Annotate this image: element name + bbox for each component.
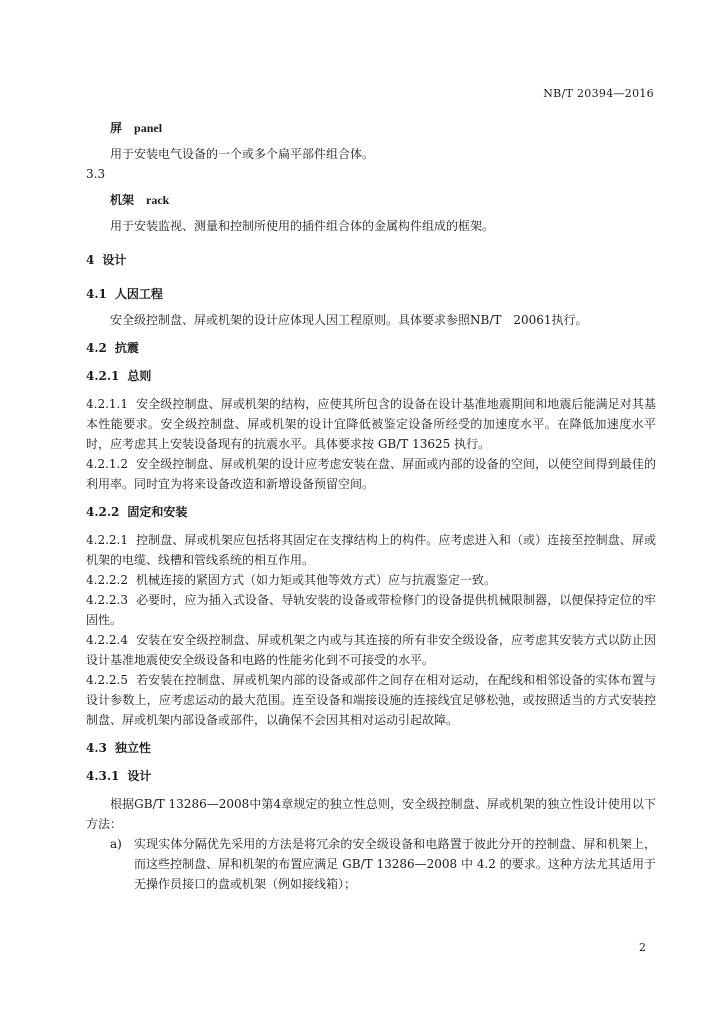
numbered-paragraph: 4.2.2.1 控制盘、屏或机架应包括将其固定在支撑结构上的构件。应考虑进入和（或）连接至控制盘、屏或机架的电缆、线槽和管线系统的相互作用。 [86,533,656,567]
section-heading-4-3-1: 4.3.1 设计 [86,769,152,783]
term-rack [86,190,656,210]
clause-number: 3.3 [86,167,106,181]
section-heading-4-2-1: 4.2.1 总则 [86,369,152,383]
section-heading-4: 4 设计 [86,253,127,267]
section-heading-4-2-2: 4.2.2 固定和安装 [86,505,188,519]
term-definition: 用于安装电气设备的一个或多个扁平部件组合体。 [110,147,375,161]
list-item [86,834,656,894]
term-definition: 用于安装监视、测量和控制所使用的插件组合体的金属构件组成的框架。 [110,219,495,233]
paragraph: 安全级控制盘、屏或机架的设计应体现人因工程原则。具体要求参照NB/T 20061执行。 [110,313,588,327]
term-en: rack [146,193,170,207]
numbered-paragraph: 4.2.2.3 必要时，应为插入式设备、导轨安装的设备或带检修门的设备提供机械限制器，以便保持定位的牢固性。 [86,593,656,627]
term-en: panel [134,121,163,135]
list-item-text: 实现实体分隔优先采用的方法是将冗余的安全级设备和电路置于彼此分开的控制盘、屏和机架上，而这些控制盘、屏和机架的布置应满足 GB/T 13286—2008 中 4.2 的要求。这种方法尤其适用于无操作员接口的盘或机架（例如接线箱）； [134,837,656,891]
term-panel [86,118,656,138]
section-heading-4-3: 4.3 独立性 [86,741,151,755]
page-number: 2 [639,941,646,954]
section-heading-4-2: 4.2 抗震 [86,341,139,355]
numbered-paragraph: 4.2.2.5 若安装在控制盘、屏或机架内部的设备或部件之间存在相对运动，在配线和相邻设备的实体布置与设计参数上，应考虑运动的最大范围。连至设备和端接设施的连接线宜足够松弛，或按照适当的方式安装控制盘、屏或机架内部设备或部件，以确保不会因其相对运动引起故障。 [86,673,656,727]
numbered-paragraph: 4.2.2.4 安装在安全级控制盘、屏或机架之内或与其连接的所有非安全级设备，应考虑其安装方式以防止因设计基准地震使安全级设备和电路的性能劣化到不可接受的水平。 [86,633,656,667]
document-body [86,118,656,894]
section-heading-4-1: 4.1 人因工程 [86,287,163,301]
page-header-standard-id: NB/T 20394—2016 [543,87,654,100]
paragraph: 根据GB/T 13286—2008中第4章规定的独立性总则，安全级控制盘、屏或机架的独立性设计使用以下方法： [86,797,656,831]
term-zh: 机架 [110,193,135,207]
term-zh: 屏 [110,121,123,135]
numbered-paragraph: 4.2.1.1 安全级控制盘、屏或机架的结构，应使其所包含的设备在设计基准地震期间和地震后能满足对其基本性能要求。安全级控制盘、屏或机架的设计宜降低被鉴定设备所经受的加速度水平。在降低加速度水平时，应考虑其上安装设备现有的抗震水平。具体要求按 GB/T 13625 执行。 [86,397,656,451]
numbered-paragraph: 4.2.2.2 机械连接的紧固方式（如力矩或其他等效方式）应与抗震鉴定一致。 [86,573,496,587]
list-marker: a) [110,837,122,851]
numbered-paragraph: 4.2.1.2 安全级控制盘、屏或机架的设计应考虑安装在盘、屏面或内部的设备的空间，以使空间得到最佳的利用率。同时宜为将来设备改造和新增设备预留空间。 [86,457,656,491]
